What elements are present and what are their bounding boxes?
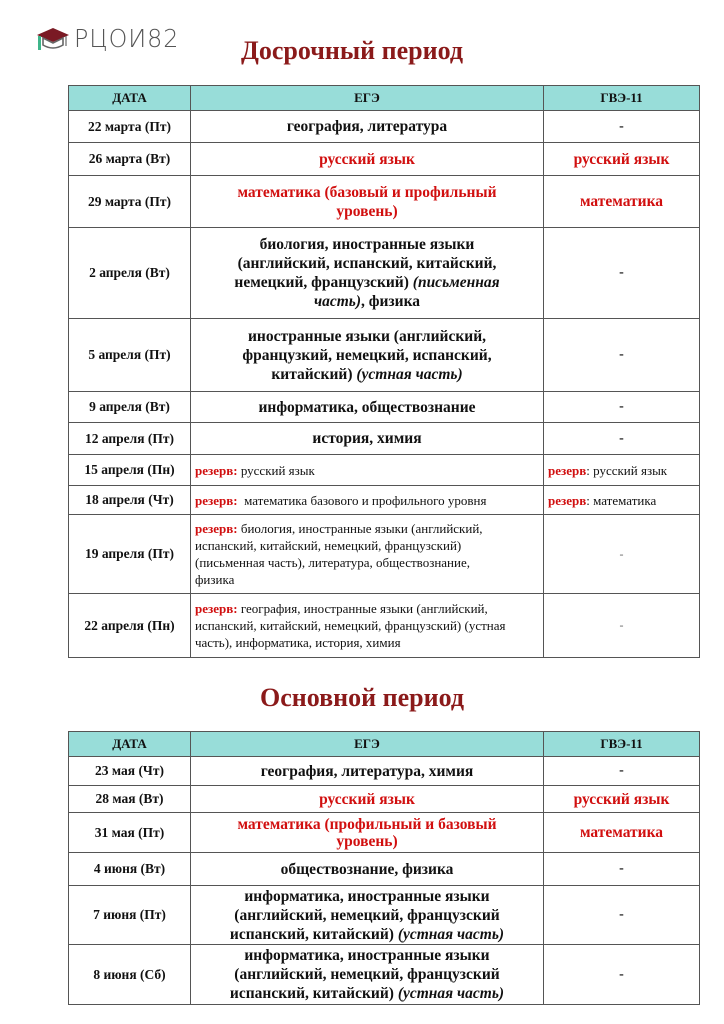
- gve-cell: -: [544, 594, 700, 658]
- ege-text: русский язык: [240, 462, 315, 478]
- reserve-label: резерв:: [195, 492, 238, 508]
- ege-cell: история, химия: [191, 423, 544, 455]
- ege-cell: обществознание, физика: [191, 853, 544, 886]
- table-row: [69, 455, 700, 486]
- ege-text-tail: , физика: [361, 293, 421, 310]
- header-ege: ЕГЭ: [191, 86, 544, 111]
- gve-cell: [544, 455, 700, 486]
- date-cell: 22 апреля (Пн): [69, 594, 191, 658]
- gve-cell: -: [544, 886, 700, 945]
- gve-cell: русский язык: [544, 143, 700, 176]
- ege-cell: география, литература: [191, 111, 544, 143]
- ege-cell: [191, 594, 544, 658]
- date-cell: 22 марта (Пт): [69, 111, 191, 143]
- ege-cell: [191, 486, 544, 515]
- gve-cell: математика: [544, 176, 700, 228]
- header-gve: ГВЭ-11: [544, 86, 700, 111]
- table-row: [69, 515, 700, 594]
- table-row: [69, 423, 700, 455]
- ege-cell: информатика, обществознание: [191, 392, 544, 423]
- gve-cell: -: [544, 423, 700, 455]
- table-row: [69, 486, 700, 515]
- gve-cell: -: [544, 319, 700, 392]
- gve-cell: -: [544, 392, 700, 423]
- date-cell: 29 марта (Пт): [69, 176, 191, 228]
- ege-note: (устная часть): [397, 985, 505, 1002]
- header-date: ДАТА: [69, 86, 191, 111]
- ege-cell: русский язык: [191, 143, 544, 176]
- table-row: [69, 945, 700, 1005]
- date-cell: 2 апреля (Вт): [69, 228, 191, 319]
- table-row: [69, 853, 700, 886]
- reserve-label: резерв:: [195, 462, 238, 478]
- date-cell: 18 апреля (Чт): [69, 486, 191, 515]
- date-cell: 12 апреля (Пт): [69, 423, 191, 455]
- date-cell: 23 мая (Чт): [69, 757, 191, 786]
- gve-cell: -: [544, 515, 700, 594]
- ege-text: иностранные языки (английский, французкий, немецкий, испанский, китайский): [242, 327, 492, 383]
- gve-cell: -: [544, 853, 700, 886]
- ege-text: математика (профильный и базовый уровень): [237, 815, 497, 850]
- table-row: [69, 176, 700, 228]
- ege-cell: география, литература, химия: [191, 757, 544, 786]
- table-row: [69, 111, 700, 143]
- section-title-early: Досрочный период: [240, 36, 463, 65]
- date-cell: 28 мая (Вт): [69, 786, 191, 813]
- ege-cell: [191, 515, 544, 594]
- gve-cell: -: [544, 228, 700, 319]
- gve-cell: [544, 486, 700, 515]
- table-row: [69, 757, 700, 786]
- reserve-label: резерв: [548, 462, 587, 478]
- ege-text: информатика, иностранные языки (английский, немецкий, французский испанский, китайский): [229, 947, 500, 1002]
- table-row: [69, 594, 700, 658]
- ege-text: математика базового и профильного уровня: [240, 492, 487, 508]
- date-cell: 15 апреля (Пн): [69, 455, 191, 486]
- date-cell: 31 мая (Пт): [69, 813, 191, 853]
- reserve-label: резерв:: [195, 521, 238, 536]
- section-title-main: Основной период: [260, 683, 464, 712]
- table-row: [69, 886, 700, 945]
- table-row: [69, 813, 700, 853]
- schedule-table-main: [68, 731, 700, 1005]
- ege-text: биология, иностранные языки (английский, испанский, китайский, немецкий, французский) (письменная часть), литература, обществознание, физика: [195, 521, 483, 587]
- date-cell: 4 июня (Вт): [69, 853, 191, 886]
- ege-cell: [191, 176, 544, 228]
- table-row: [69, 319, 700, 392]
- date-cell: 26 марта (Вт): [69, 143, 191, 176]
- schedule-table-early: [68, 85, 700, 658]
- date-cell: 9 апреля (Вт): [69, 392, 191, 423]
- table-header-row: [69, 732, 700, 757]
- table-row: [69, 228, 700, 319]
- logo-text: РЦОИ82: [74, 24, 180, 53]
- gve-cell: -: [544, 757, 700, 786]
- ege-cell: [191, 945, 544, 1005]
- gve-text: : русский язык: [586, 462, 668, 478]
- reserve-label: резерв:: [195, 601, 238, 616]
- table-row: [69, 392, 700, 423]
- ege-note: (устная часть): [356, 365, 463, 383]
- date-cell: 19 апреля (Пт): [69, 515, 191, 594]
- ege-text: география, иностранные языки (английский, испанский, китайский, немецкий, французский) (устная часть), информатика, история, химия: [195, 601, 506, 650]
- gve-cell: -: [544, 945, 700, 1005]
- ege-cell: [191, 886, 544, 945]
- reserve-label: резерв: [548, 492, 587, 508]
- header-ege: ЕГЭ: [191, 732, 544, 757]
- table-row: [69, 143, 700, 176]
- gve-cell: математика: [544, 813, 700, 853]
- ege-cell: [191, 455, 544, 486]
- date-cell: 8 июня (Сб): [69, 945, 191, 1005]
- date-cell: 5 апреля (Пт): [69, 319, 191, 392]
- gve-cell: -: [544, 111, 700, 143]
- ege-cell: [191, 228, 544, 319]
- ege-note: (письменная часть): [313, 274, 500, 310]
- ege-text: информатика, иностранные языки (английский, немецкий, французский испанский, китайский): [229, 887, 500, 943]
- ege-text: математика (базовый и профильный уровень): [237, 183, 497, 220]
- ege-cell: [191, 319, 544, 392]
- table-header-row: [69, 86, 700, 111]
- header-gve: ГВЭ-11: [544, 732, 700, 757]
- ege-cell: русский язык: [191, 786, 544, 813]
- table-row: [69, 786, 700, 813]
- ege-cell: [191, 813, 544, 853]
- gve-text: : математика: [586, 492, 657, 508]
- header-date: ДАТА: [69, 732, 191, 757]
- ege-text: биология, иностранные языки (английский, испанский, китайский, немецкий, французский): [234, 236, 497, 291]
- date-cell: 7 июня (Пт): [69, 886, 191, 945]
- ege-note: (устная часть): [397, 925, 505, 943]
- gve-cell: русский язык: [544, 786, 700, 813]
